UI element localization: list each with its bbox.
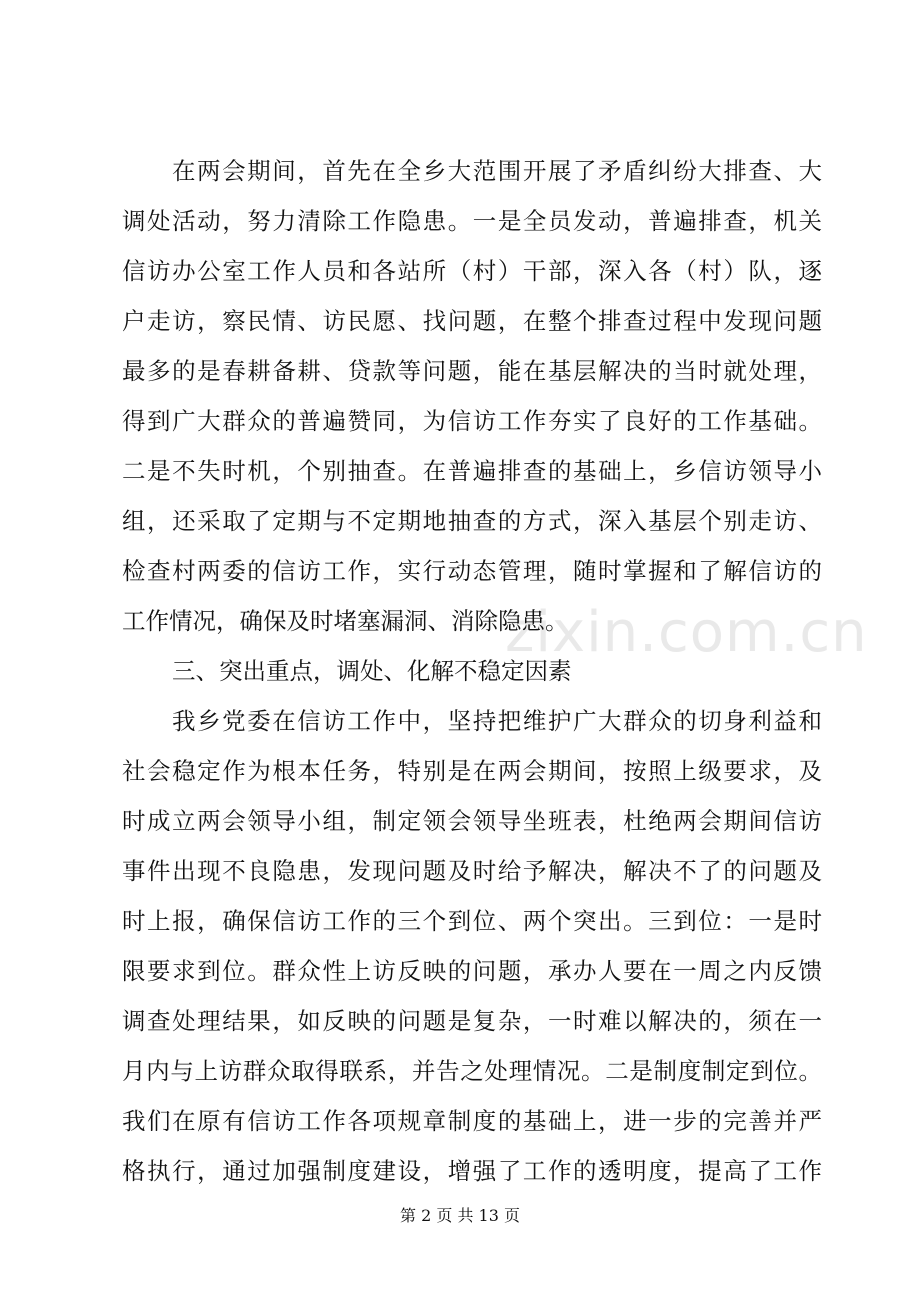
text-line: 事件出现不良隐患，发现问题及时给予解决，解决不了的问题及 <box>122 857 822 885</box>
text-line: 时上报，确保信访工作的三个到位、两个突出。三到位：一是时 <box>122 907 822 935</box>
text-line: 信访办公室工作人员和各站所（村）干部，深入各（村）队，逐 <box>122 257 822 285</box>
text-line: 调查处理结果，如反映的问题是复杂，一时难以解决的，须在一 <box>122 1007 822 1035</box>
page-footer: 第 2 页 共 13 页 <box>400 1206 520 1225</box>
text-line: 时成立两会领导小组，制定领会领导坐班表，杜绝两会期间信访 <box>122 807 822 835</box>
watermark: zixin.com.cn <box>505 600 868 665</box>
text-line: 检查村两委的信访工作，实行动态管理，随时掌握和了解信访的 <box>122 557 822 585</box>
text-line: 我乡党委在信访工作中，坚持把维护广大群众的切身利益和 <box>172 707 822 735</box>
text-line: 三、突出重点，调处、化解不稳定因素 <box>172 657 572 685</box>
text-line: 工作情况，确保及时堵塞漏洞、消除隐患。 <box>122 607 569 635</box>
text-line: 调处活动，努力清除工作隐患。一是全员发动，普遍排查，机关 <box>122 207 822 235</box>
text-line: 限要求到位。群众性上访反映的问题，承办人要在一周之内反馈 <box>122 957 822 985</box>
text-line: 社会稳定作为根本任务，特别是在两会期间，按照上级要求，及 <box>122 757 822 785</box>
text-line: 我们在原有信访工作各项规章制度的基础上，进一步的完善并严 <box>122 1107 822 1135</box>
text-line: 二是不失时机，个别抽查。在普遍排查的基础上，乡信访领导小 <box>122 457 822 485</box>
text-line: 最多的是春耕备耕、贷款等问题，能在基层解决的当时就处理， <box>122 357 822 385</box>
body-text <box>122 146 822 1196</box>
text-line: 得到广大群众的普遍赞同，为信访工作夯实了良好的工作基础。 <box>122 407 822 435</box>
text-line: 在两会期间，首先在全乡大范围开展了矛盾纠纷大排查、大 <box>172 157 822 185</box>
text-line: 月内与上访群众取得联系，并告之处理情况。二是制度制定到位。 <box>122 1057 822 1085</box>
text-line: 户走访，察民情、访民愿、找问题，在整个排查过程中发现问题 <box>122 307 822 335</box>
text-line: 组，还采取了定期与不定期地抽查的方式，深入基层个别走访、 <box>122 507 822 535</box>
text-line: 格执行，通过加强制度建设，增强了工作的透明度，提高了工作 <box>122 1157 822 1185</box>
